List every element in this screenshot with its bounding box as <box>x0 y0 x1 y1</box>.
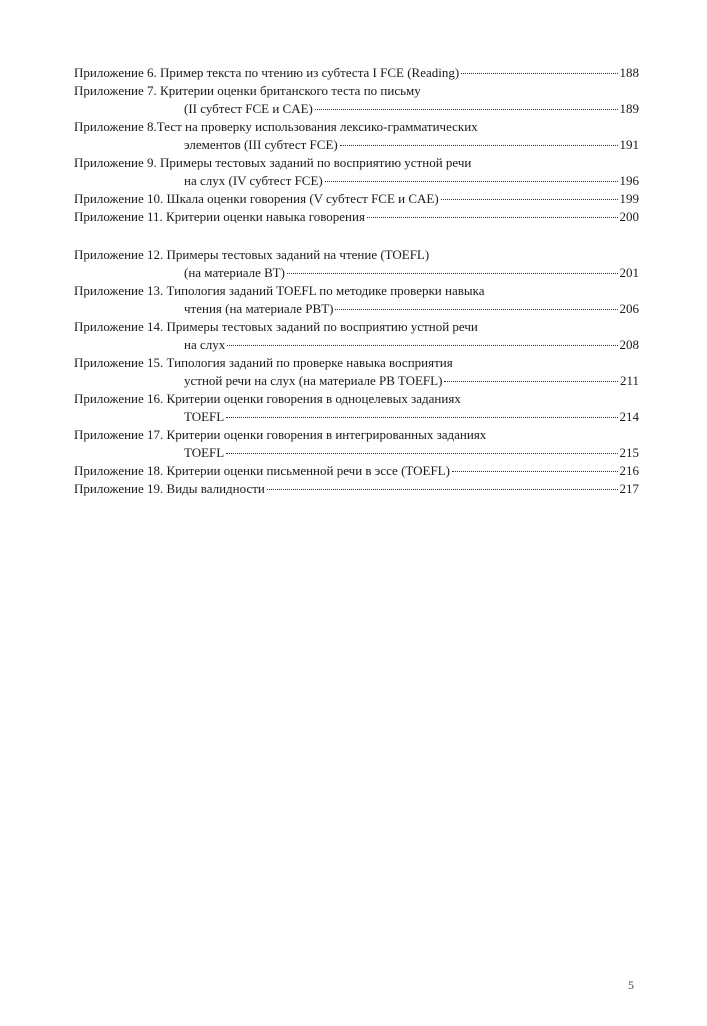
dot-leader <box>315 109 618 110</box>
toc-entry-continuation-line <box>74 408 639 426</box>
toc-entry-continuation-line <box>74 172 639 190</box>
dot-leader <box>340 145 618 146</box>
dot-leader <box>367 217 618 218</box>
toc-entry-text: Приложение 11. Критерии оценки навыка говорения <box>74 209 365 224</box>
toc-entry[interactable] <box>74 480 639 498</box>
toc-entry[interactable] <box>74 154 639 190</box>
toc-entry[interactable] <box>74 64 639 82</box>
toc-entry-title-line <box>74 118 639 136</box>
dot-leader <box>226 417 617 418</box>
page-number: 5 <box>628 978 634 992</box>
toc-page-number: 196 <box>619 173 639 188</box>
toc-entry-text: Приложение 12. Примеры тестовых заданий на чтение (TOEFL) <box>74 247 430 262</box>
toc-entry[interactable] <box>74 426 639 462</box>
toc-page-number: 206 <box>619 301 639 316</box>
toc-entry-text: устной речи на слух (на материале PB TOEFL) <box>184 373 443 388</box>
toc-page-number: 217 <box>619 481 639 496</box>
toc-entry-text: Приложение 17. Критерии оценки говорения в интегрированных заданиях <box>74 427 487 442</box>
dot-leader <box>444 381 618 382</box>
toc-page-number: 216 <box>619 463 639 478</box>
toc-page-number: 208 <box>619 337 639 352</box>
toc-entry-continuation-line <box>74 136 639 154</box>
toc-entry-text: элементов (III субтест FCE) <box>184 137 338 152</box>
toc-entry-text: (II субтест FCE и CAE) <box>184 101 313 116</box>
dot-leader <box>335 309 617 310</box>
toc-page-number: 188 <box>619 65 639 80</box>
toc-page-number: 214 <box>619 409 639 424</box>
toc-entry-text: Приложение 13. Типология заданий TOEFL по методике проверки навыка <box>74 283 485 298</box>
toc-page-number: 199 <box>619 191 639 206</box>
toc-entry-text: Приложение 9. Примеры тестовых заданий по восприятию устной речи <box>74 155 472 170</box>
dot-leader <box>227 345 617 346</box>
toc-entry-title-line <box>74 154 639 172</box>
toc-entry[interactable] <box>74 246 639 282</box>
toc-entry[interactable] <box>74 118 639 154</box>
dot-leader <box>325 181 618 182</box>
toc-entry-text: TOEFL <box>184 445 225 460</box>
toc-entry[interactable] <box>74 462 639 480</box>
toc-entry-continuation-line <box>74 444 639 462</box>
toc-entry-text: Приложение 6. Пример текста по чтению из субтеста I FCE (Reading) <box>74 65 460 80</box>
dot-leader <box>287 273 618 274</box>
toc-entry-title-line <box>74 480 639 498</box>
toc-entry-title-line <box>74 426 639 444</box>
toc-page-number: 211 <box>619 373 639 388</box>
toc-entry-continuation-line <box>74 100 639 118</box>
toc-entry-continuation-line <box>74 264 639 282</box>
toc-entry-text: на слух <box>184 337 226 352</box>
toc-entry-text: Приложение 7. Критерии оценки британского теста по письму <box>74 83 421 98</box>
toc-entry-text: на слух (IV субтест FCE) <box>184 173 323 188</box>
toc-entry[interactable] <box>74 318 639 354</box>
toc-page-number: 215 <box>619 445 639 460</box>
toc-entry[interactable] <box>74 208 639 226</box>
toc-entry[interactable] <box>74 354 639 390</box>
toc-entry-title-line <box>74 64 639 82</box>
toc-entry-text: (на материале ВТ) <box>184 265 285 280</box>
toc-entry-title-line <box>74 318 639 336</box>
toc-entry[interactable] <box>74 82 639 118</box>
toc-entry-text: Приложение 18. Критерии оценки письменной речи в эссе (TOEFL) <box>74 463 450 478</box>
toc-entry-title-line <box>74 208 639 226</box>
toc-entry-title-line <box>74 282 639 300</box>
dot-leader <box>461 73 617 74</box>
toc-entry-title-line <box>74 190 639 208</box>
toc-entry-text: Приложение 16. Критерии оценки говорения в одноцелевых заданиях <box>74 391 461 406</box>
dot-leader <box>267 489 618 490</box>
toc-entry-text: TOEFL <box>184 409 225 424</box>
toc-entry-title-line <box>74 462 639 480</box>
toc-page-number: 201 <box>619 265 639 280</box>
toc-entry-text: Приложение 10. Шкала оценки говорения (V субтест FCE и CAE) <box>74 191 439 206</box>
toc-entry-continuation-line <box>74 300 639 318</box>
toc-entry-text: Приложение 19. Виды валидности <box>74 481 265 496</box>
toc-entry[interactable] <box>74 190 639 208</box>
toc-entry-text: Приложение 15. Типология заданий по проверке навыка восприятия <box>74 355 453 370</box>
toc-page-number: 200 <box>619 209 639 224</box>
toc-page-number: 191 <box>619 137 639 152</box>
dot-leader <box>452 471 618 472</box>
dot-leader <box>226 453 617 454</box>
toc-entry-text: Приложение 14. Примеры тестовых заданий по восприятию устной речи <box>74 319 478 334</box>
toc-entry-continuation-line <box>74 372 639 390</box>
toc-page-number: 189 <box>619 101 639 116</box>
toc-entry[interactable] <box>74 282 639 318</box>
toc-entry-title-line <box>74 390 639 408</box>
dot-leader <box>441 199 618 200</box>
toc-entry[interactable] <box>74 390 639 426</box>
toc-entry-title-line <box>74 246 639 264</box>
toc-entry-text: Приложение 8.Тест на проверку использования лексико-грамматических <box>74 119 478 134</box>
toc-entry-continuation-line <box>74 336 639 354</box>
toc-entry-title-line <box>74 354 639 372</box>
table-of-contents <box>74 64 639 498</box>
toc-entry-title-line <box>74 82 639 100</box>
toc-entry-text: чтения (на материале PBT) <box>184 301 334 316</box>
